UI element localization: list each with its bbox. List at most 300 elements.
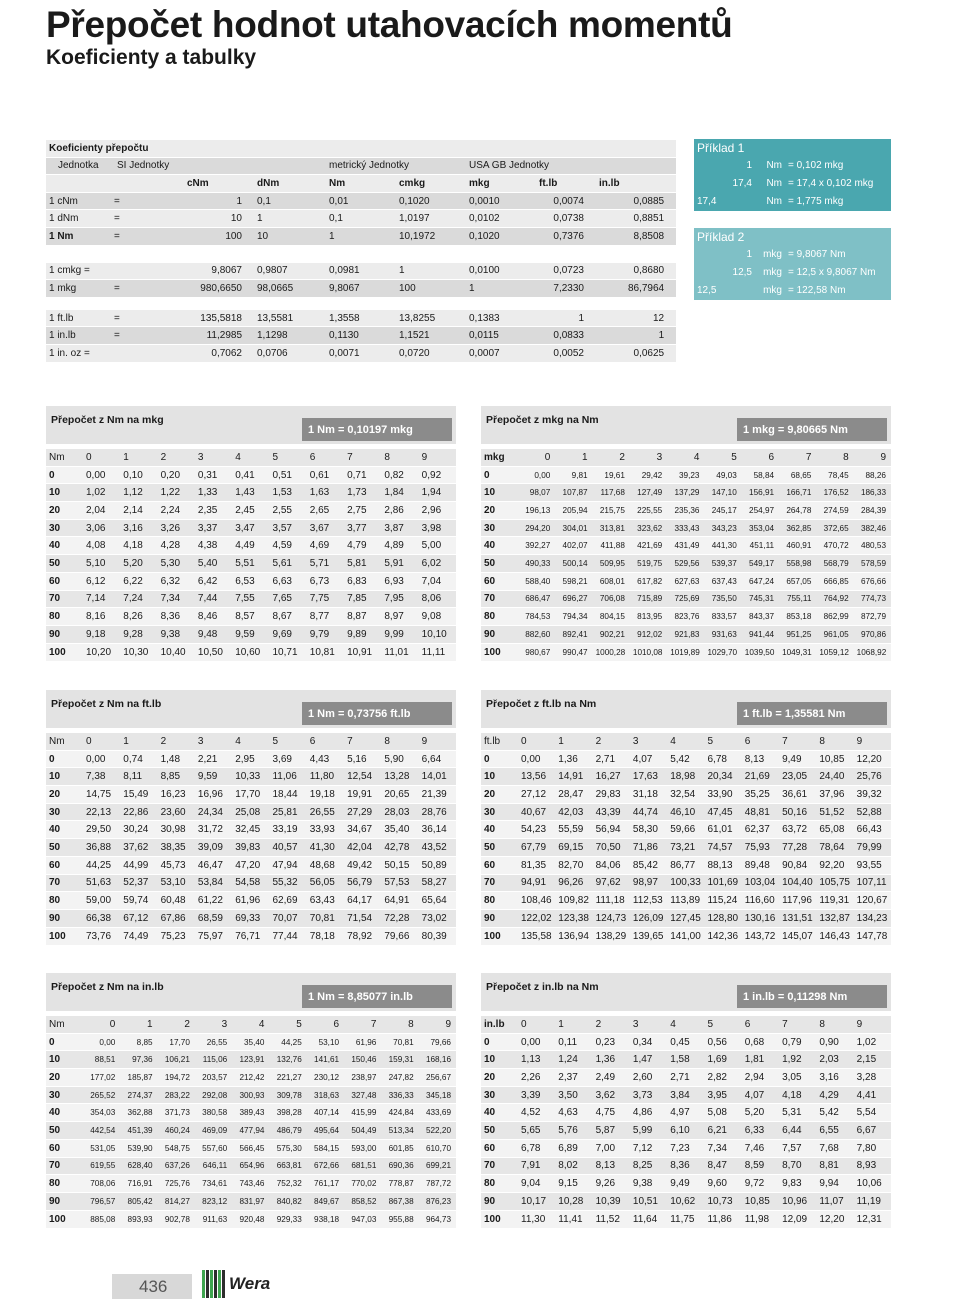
coef-cell: 0,0102 xyxy=(466,210,536,228)
conv-cell: 9,59 xyxy=(232,625,269,643)
conv-col-header: 7 xyxy=(344,733,381,751)
conv-title: Přepočet z Nm na ft.lb xyxy=(46,690,456,728)
conv-cell: 313,81 xyxy=(593,519,630,537)
conv-cell: 3,57 xyxy=(269,519,306,537)
conv-cell: 519,75 xyxy=(630,555,667,573)
conv-cell: 150,46 xyxy=(344,1051,381,1069)
conv-row xyxy=(46,839,456,857)
conv-cell: 964,73 xyxy=(419,1210,456,1228)
coef-unit-header: ft.lb xyxy=(536,175,596,193)
conv-cell: 578,59 xyxy=(854,555,891,573)
conv-cell: 139,65 xyxy=(630,927,667,945)
conv-unit-label: Nm xyxy=(46,1016,83,1034)
conv-cell: 10,96 xyxy=(779,1192,816,1210)
conv-table-nm-mkg xyxy=(46,406,456,661)
conv-row-label: 60 xyxy=(46,856,83,874)
conv-row xyxy=(46,1104,456,1122)
conv-cell: 205,94 xyxy=(555,502,592,520)
conv-cell: 28,47 xyxy=(555,786,592,804)
conv-cell: 0,00 xyxy=(518,750,555,768)
conv-cell: 345,18 xyxy=(419,1086,456,1104)
conv-row xyxy=(481,608,891,626)
conv-cell: 274,37 xyxy=(120,1086,157,1104)
conv-cell: 593,00 xyxy=(344,1139,381,1157)
conv-cell: 124,73 xyxy=(593,909,630,927)
conv-row-label: 100 xyxy=(481,1210,518,1228)
conv-cell: 31,72 xyxy=(195,821,232,839)
coef-cell: 1 xyxy=(326,227,396,245)
conv-cell: 362,85 xyxy=(779,519,816,537)
coef-cell: 8,8508 xyxy=(596,227,676,245)
conv-row-label: 70 xyxy=(481,1157,518,1175)
conv-cell: 327,48 xyxy=(344,1086,381,1104)
conv-cell: 3,62 xyxy=(593,1086,630,1104)
example-row xyxy=(694,246,891,264)
conv-row xyxy=(46,643,456,661)
conv-cell: 11,07 xyxy=(816,1192,853,1210)
conv-cell: 598,21 xyxy=(555,572,592,590)
coef-cell: 0,1383 xyxy=(466,309,536,327)
conv-cell: 8,87 xyxy=(344,608,381,626)
conv-cell: 5,40 xyxy=(195,555,232,573)
conv-cell: 52,37 xyxy=(120,874,157,892)
conv-cell: 159,31 xyxy=(381,1051,418,1069)
conv-cell: 2,15 xyxy=(854,1051,891,1069)
example-row xyxy=(694,264,891,282)
conv-cell: 8,26 xyxy=(120,608,157,626)
conv-row xyxy=(481,1033,891,1051)
conv-cell: 196,13 xyxy=(518,502,555,520)
conv-cell: 0,51 xyxy=(269,466,306,484)
coef-cell: 0,8851 xyxy=(596,210,676,228)
conv-cell: 146,43 xyxy=(816,927,853,945)
example-unit: Nm xyxy=(766,160,782,171)
conv-cell: 6,93 xyxy=(381,572,418,590)
conv-cell: 49,42 xyxy=(344,856,381,874)
conv-cell: 4,07 xyxy=(742,1086,779,1104)
conv-cell: 58,27 xyxy=(419,874,456,892)
conv-cell: 82,70 xyxy=(555,856,592,874)
conv-cell: 35,25 xyxy=(742,786,779,804)
conv-cell: 1010,08 xyxy=(630,643,667,661)
conv-col-header: 4 xyxy=(667,449,704,467)
conv-cell: 745,31 xyxy=(742,590,779,608)
conv-cell: 5,54 xyxy=(854,1104,891,1122)
conv-cell: 9,89 xyxy=(344,625,381,643)
conv-cell: 407,14 xyxy=(307,1104,344,1122)
conv-col-header: 1 xyxy=(555,733,592,751)
conv-col-header: 7 xyxy=(779,449,816,467)
conv-cell: 1,02 xyxy=(854,1033,891,1051)
conv-cell: 495,64 xyxy=(307,1122,344,1140)
conv-cell: 50,89 xyxy=(419,856,456,874)
coef-row-label: 1 cmkg = xyxy=(46,262,114,280)
coef-eq: = xyxy=(114,280,184,298)
conv-row-label: 80 xyxy=(46,1175,83,1193)
conv-cell: 40,67 xyxy=(518,803,555,821)
conv-cell: 10,85 xyxy=(742,1192,779,1210)
conv-header xyxy=(46,406,456,444)
conv-cell: 7,85 xyxy=(344,590,381,608)
conv-cell: 4,07 xyxy=(630,750,667,768)
conv-col-header-row xyxy=(481,733,891,751)
conv-cell: 138,29 xyxy=(593,927,630,945)
conv-title: Přepočet z Nm na mkg xyxy=(46,406,456,444)
conv-col-header: 5 xyxy=(269,1016,306,1034)
conv-cell: 4,18 xyxy=(779,1086,816,1104)
conv-cell: 73,02 xyxy=(419,909,456,927)
conv-cell: 7,38 xyxy=(83,768,120,786)
conv-cell: 92,20 xyxy=(816,856,853,874)
conv-cell: 617,82 xyxy=(630,572,667,590)
conv-row-label: 90 xyxy=(481,909,518,927)
conv-cell: 11,11 xyxy=(419,643,456,661)
coef-cell: 0,0720 xyxy=(396,344,466,362)
conv-col-header: 0 xyxy=(83,733,120,751)
conv-row-label: 60 xyxy=(46,572,83,590)
conv-cell: 203,57 xyxy=(195,1069,232,1087)
conv-cell: 0,41 xyxy=(232,466,269,484)
conv-cell: 353,04 xyxy=(742,519,779,537)
conv-row-label: 40 xyxy=(46,821,83,839)
conv-cell: 1,53 xyxy=(269,484,306,502)
conv-cell: 6,55 xyxy=(816,1122,853,1140)
conv-cell: 41,30 xyxy=(307,839,344,857)
conv-cell: 2,95 xyxy=(232,750,269,768)
coef-cell: 135,5818 xyxy=(184,309,254,327)
conv-unit-label: ft.lb xyxy=(481,733,518,751)
conv-cell: 120,67 xyxy=(854,892,891,910)
conv-cell: 274,59 xyxy=(816,502,853,520)
conv-row-label: 100 xyxy=(46,1210,83,1228)
coef-cell: 0,1 xyxy=(254,192,326,210)
conv-row-label: 30 xyxy=(46,803,83,821)
conv-cell: 9,18 xyxy=(83,625,120,643)
coef-cell: 7,2330 xyxy=(536,280,596,298)
conv-row xyxy=(481,874,891,892)
coef-cell: 1 xyxy=(466,280,536,298)
conv-cell: 0,45 xyxy=(667,1033,704,1051)
coef-group-header: Jednotka xyxy=(46,157,114,175)
coef-unit-header: cNm xyxy=(184,175,254,193)
conv-cell: 522,20 xyxy=(419,1122,456,1140)
conv-cell: 2,45 xyxy=(232,502,269,520)
conv-cell: 1,02 xyxy=(83,484,120,502)
conv-cell: 116,60 xyxy=(742,892,779,910)
example-value: 12,5 xyxy=(697,285,717,296)
brand-name: Wera xyxy=(229,1274,271,1293)
conv-row xyxy=(46,1033,456,1051)
conv-row-label: 10 xyxy=(481,484,518,502)
conv-cell: 911,63 xyxy=(195,1210,232,1228)
conv-cell: 54,58 xyxy=(232,874,269,892)
coef-title: Koeficienty přepočtu xyxy=(46,140,676,158)
conv-col-header: 9 xyxy=(854,1016,891,1034)
conv-col-header: 2 xyxy=(593,449,630,467)
conv-row xyxy=(46,750,456,768)
example-row xyxy=(694,157,891,175)
conv-cell: 6,33 xyxy=(742,1122,779,1140)
conv-row xyxy=(481,786,891,804)
conv-cell: 7,75 xyxy=(307,590,344,608)
coef-row xyxy=(46,227,676,245)
conv-cell: 7,23 xyxy=(667,1139,704,1157)
conv-cell: 63,72 xyxy=(779,821,816,839)
conv-row-label: 90 xyxy=(46,1192,83,1210)
conv-cell: 29,42 xyxy=(630,466,667,484)
coef-cell: 0,1 xyxy=(326,210,396,228)
conv-cell: 2,94 xyxy=(742,1069,779,1087)
conv-cell: 10,51 xyxy=(630,1192,667,1210)
conv-cell: 131,51 xyxy=(779,909,816,927)
coef-row xyxy=(46,157,676,175)
coef-cell: 0,7376 xyxy=(536,227,596,245)
conv-cell: 5,20 xyxy=(120,555,157,573)
conv-col-header: 3 xyxy=(630,449,667,467)
conv-cell: 300,93 xyxy=(232,1086,269,1104)
conv-cell: 67,79 xyxy=(518,839,555,857)
conv-cell: 1,58 xyxy=(667,1051,704,1069)
conv-cell: 7,57 xyxy=(779,1139,816,1157)
conv-cell: 37,62 xyxy=(120,839,157,857)
conv-cell: 78,64 xyxy=(816,839,853,857)
conv-cell: 529,56 xyxy=(667,555,704,573)
conv-col-header: 1 xyxy=(120,449,157,467)
conv-cell: 646,11 xyxy=(195,1157,232,1175)
conv-cell: 902,21 xyxy=(593,625,630,643)
conv-cell: 8,85 xyxy=(120,1033,157,1051)
conv-cell: 79,66 xyxy=(419,1033,456,1051)
conv-col-header: 8 xyxy=(381,449,418,467)
coef-cell: 12 xyxy=(596,309,676,327)
coef-eq xyxy=(114,344,184,362)
conv-cell: 19,18 xyxy=(307,786,344,804)
conv-row xyxy=(481,1210,891,1228)
conv-row-label: 20 xyxy=(481,502,518,520)
conv-cell: 657,05 xyxy=(779,572,816,590)
conv-cell: 97,36 xyxy=(120,1051,157,1069)
conv-cell: 67,12 xyxy=(120,909,157,927)
conv-cell: 2,71 xyxy=(593,750,630,768)
conv-cell: 892,41 xyxy=(555,625,592,643)
conv-cell: 10,60 xyxy=(232,643,269,661)
example-value: 17,4 xyxy=(697,196,717,207)
conv-row xyxy=(481,625,891,643)
conv-cell: 0,74 xyxy=(120,750,157,768)
conv-cell: 7,14 xyxy=(83,590,120,608)
coef-cell: 86,7964 xyxy=(596,280,676,298)
conv-cell: 637,43 xyxy=(704,572,741,590)
coef-row-label: 1 dNm xyxy=(46,210,114,228)
conv-cell: 53,10 xyxy=(158,874,195,892)
conv-cell: 69,33 xyxy=(232,909,269,927)
conv-cell: 75,97 xyxy=(195,927,232,945)
conv-cell: 168,16 xyxy=(419,1051,456,1069)
conv-cell: 12,31 xyxy=(854,1210,891,1228)
conv-cell: 57,53 xyxy=(381,874,418,892)
conv-row-label: 0 xyxy=(481,1033,518,1051)
page-number: 436 xyxy=(112,1274,192,1299)
conv-cell: 85,42 xyxy=(630,856,667,874)
conv-cell: 14,91 xyxy=(555,768,592,786)
conv-cell: 51,52 xyxy=(816,803,853,821)
coef-cell: 10 xyxy=(254,227,326,245)
conv-cell: 68,59 xyxy=(195,909,232,927)
conv-cell: 6,64 xyxy=(419,750,456,768)
conv-cell: 9,69 xyxy=(269,625,306,643)
conv-cell: 3,69 xyxy=(269,750,306,768)
coef-row-label: 1 Nm xyxy=(46,227,114,245)
conv-cell: 73,76 xyxy=(83,927,120,945)
coef-cell: 0,0074 xyxy=(536,192,596,210)
example-value: 12,5 xyxy=(732,267,752,278)
coef-eq xyxy=(114,262,184,280)
conv-row xyxy=(46,1175,456,1193)
coef-row xyxy=(46,280,676,298)
conv-cell: 43,39 xyxy=(593,803,630,821)
coef-eq: = xyxy=(114,327,184,345)
conv-col-header: 4 xyxy=(667,1016,704,1034)
conv-cell: 113,89 xyxy=(667,892,704,910)
conv-cell: 51,63 xyxy=(83,874,120,892)
conv-col-header-row xyxy=(481,449,891,467)
conv-row-label: 60 xyxy=(481,572,518,590)
conv-cell: 549,17 xyxy=(742,555,779,573)
conv-cell: 929,33 xyxy=(269,1210,306,1228)
conv-cell: 774,73 xyxy=(854,590,891,608)
conv-row-label: 60 xyxy=(481,1139,518,1157)
conv-cell: 16,23 xyxy=(158,786,195,804)
conv-cell: 20,65 xyxy=(381,786,418,804)
conv-cell: 128,80 xyxy=(704,909,741,927)
conv-unit-label: Nm xyxy=(46,449,83,467)
conv-cell: 4,69 xyxy=(307,537,344,555)
conv-cell: 21,39 xyxy=(419,786,456,804)
conv-cell: 12,09 xyxy=(779,1210,816,1228)
conv-col-header: 7 xyxy=(779,733,816,751)
coef-unit-header: in.lb xyxy=(596,175,676,193)
coef-cell: 0,0885 xyxy=(596,192,676,210)
conv-cell: 76,71 xyxy=(232,927,269,945)
conv-cell: 78,92 xyxy=(344,927,381,945)
conv-row xyxy=(481,768,891,786)
conv-cell: 44,25 xyxy=(269,1033,306,1051)
conv-cell: 10,73 xyxy=(704,1192,741,1210)
conv-cell: 230,12 xyxy=(307,1069,344,1087)
coef-cell: 0,0071 xyxy=(326,344,396,362)
conv-col-header: 8 xyxy=(816,1016,853,1034)
conv-cell: 764,92 xyxy=(816,590,853,608)
conv-cell: 1029,70 xyxy=(704,643,741,661)
conv-row-label: 70 xyxy=(481,874,518,892)
conv-row xyxy=(46,1157,456,1175)
conv-cell: 4,75 xyxy=(593,1104,630,1122)
conv-cell: 539,90 xyxy=(120,1139,157,1157)
coef-cell: 13,8255 xyxy=(396,309,466,327)
conv-cell: 7,65 xyxy=(269,590,306,608)
conv-cell: 20,34 xyxy=(704,768,741,786)
conv-cell: 32,54 xyxy=(667,786,704,804)
conv-cell: 77,28 xyxy=(779,839,816,857)
conv-cell: 568,79 xyxy=(816,555,853,573)
conv-row-label: 50 xyxy=(481,1122,518,1140)
conv-cell: 343,23 xyxy=(704,519,741,537)
conv-cell: 372,65 xyxy=(816,519,853,537)
conv-cell: 460,24 xyxy=(158,1122,195,1140)
conv-row xyxy=(481,1086,891,1104)
conv-row-label: 90 xyxy=(46,909,83,927)
conv-cell: 25,81 xyxy=(269,803,306,821)
conv-cell: 10,10 xyxy=(419,625,456,643)
conv-cell: 17,70 xyxy=(158,1033,195,1051)
conv-cell: 27,12 xyxy=(518,786,555,804)
coef-corner xyxy=(114,175,184,193)
conv-col-header: 6 xyxy=(307,733,344,751)
conv-cell: 831,97 xyxy=(232,1192,269,1210)
conv-factor: 1 ft.lb = 1,35581 Nm xyxy=(737,702,887,725)
conv-cell: 840,82 xyxy=(269,1192,306,1210)
conv-row-label: 20 xyxy=(46,1069,83,1087)
conv-col-header: 3 xyxy=(195,1016,232,1034)
conv-cell: 7,00 xyxy=(593,1139,630,1157)
conv-unit-label: Nm xyxy=(46,733,83,751)
conv-row-label: 40 xyxy=(46,537,83,555)
conv-cell: 294,20 xyxy=(518,519,555,537)
conv-cell: 1,48 xyxy=(158,750,195,768)
conv-cell: 725,69 xyxy=(667,590,704,608)
conv-cell: 30,24 xyxy=(120,821,157,839)
conv-cell: 93,55 xyxy=(854,856,891,874)
conv-cell: 11,52 xyxy=(593,1210,630,1228)
conv-cell: 12,20 xyxy=(816,1210,853,1228)
conv-cell: 8,70 xyxy=(779,1157,816,1175)
conv-grid xyxy=(481,1015,891,1228)
conv-cell: 6,73 xyxy=(307,572,344,590)
conv-cell: 58,84 xyxy=(742,466,779,484)
coef-cell: 0,0706 xyxy=(254,344,326,362)
conv-cell: 411,88 xyxy=(593,537,630,555)
conv-cell: 3,95 xyxy=(704,1086,741,1104)
conv-cell: 5,65 xyxy=(518,1122,555,1140)
conv-row-label: 10 xyxy=(481,1051,518,1069)
conv-cell: 6,63 xyxy=(269,572,306,590)
coef-cell: 0,0625 xyxy=(596,344,676,362)
conv-cell: 25,76 xyxy=(854,768,891,786)
conv-col-header: 3 xyxy=(630,1016,667,1034)
logo-bars-icon xyxy=(202,1270,226,1298)
coef-row xyxy=(46,175,676,193)
conv-cell: 33,90 xyxy=(704,786,741,804)
conv-cell: 2,96 xyxy=(419,502,456,520)
conv-cell: 10,06 xyxy=(854,1175,891,1193)
conv-row-label: 70 xyxy=(481,590,518,608)
conv-cell: 117,96 xyxy=(779,892,816,910)
conv-cell: 4,89 xyxy=(381,537,418,555)
conv-cell: 1049,31 xyxy=(779,643,816,661)
conv-cell: 126,09 xyxy=(630,909,667,927)
example-result: = 1,775 mkg xyxy=(788,196,844,207)
conv-cell: 8,11 xyxy=(120,768,157,786)
conv-cell: 11,98 xyxy=(742,1210,779,1228)
conv-cell: 247,82 xyxy=(381,1069,418,1087)
conv-cell: 647,24 xyxy=(742,572,779,590)
conv-cell: 106,21 xyxy=(158,1051,195,1069)
conv-cell: 212,42 xyxy=(232,1069,269,1087)
example-result: = 0,102 mkg xyxy=(788,160,844,171)
conv-cell: 26,55 xyxy=(195,1033,232,1051)
conv-col-header: 9 xyxy=(854,733,891,751)
conv-cell: 1,36 xyxy=(593,1051,630,1069)
